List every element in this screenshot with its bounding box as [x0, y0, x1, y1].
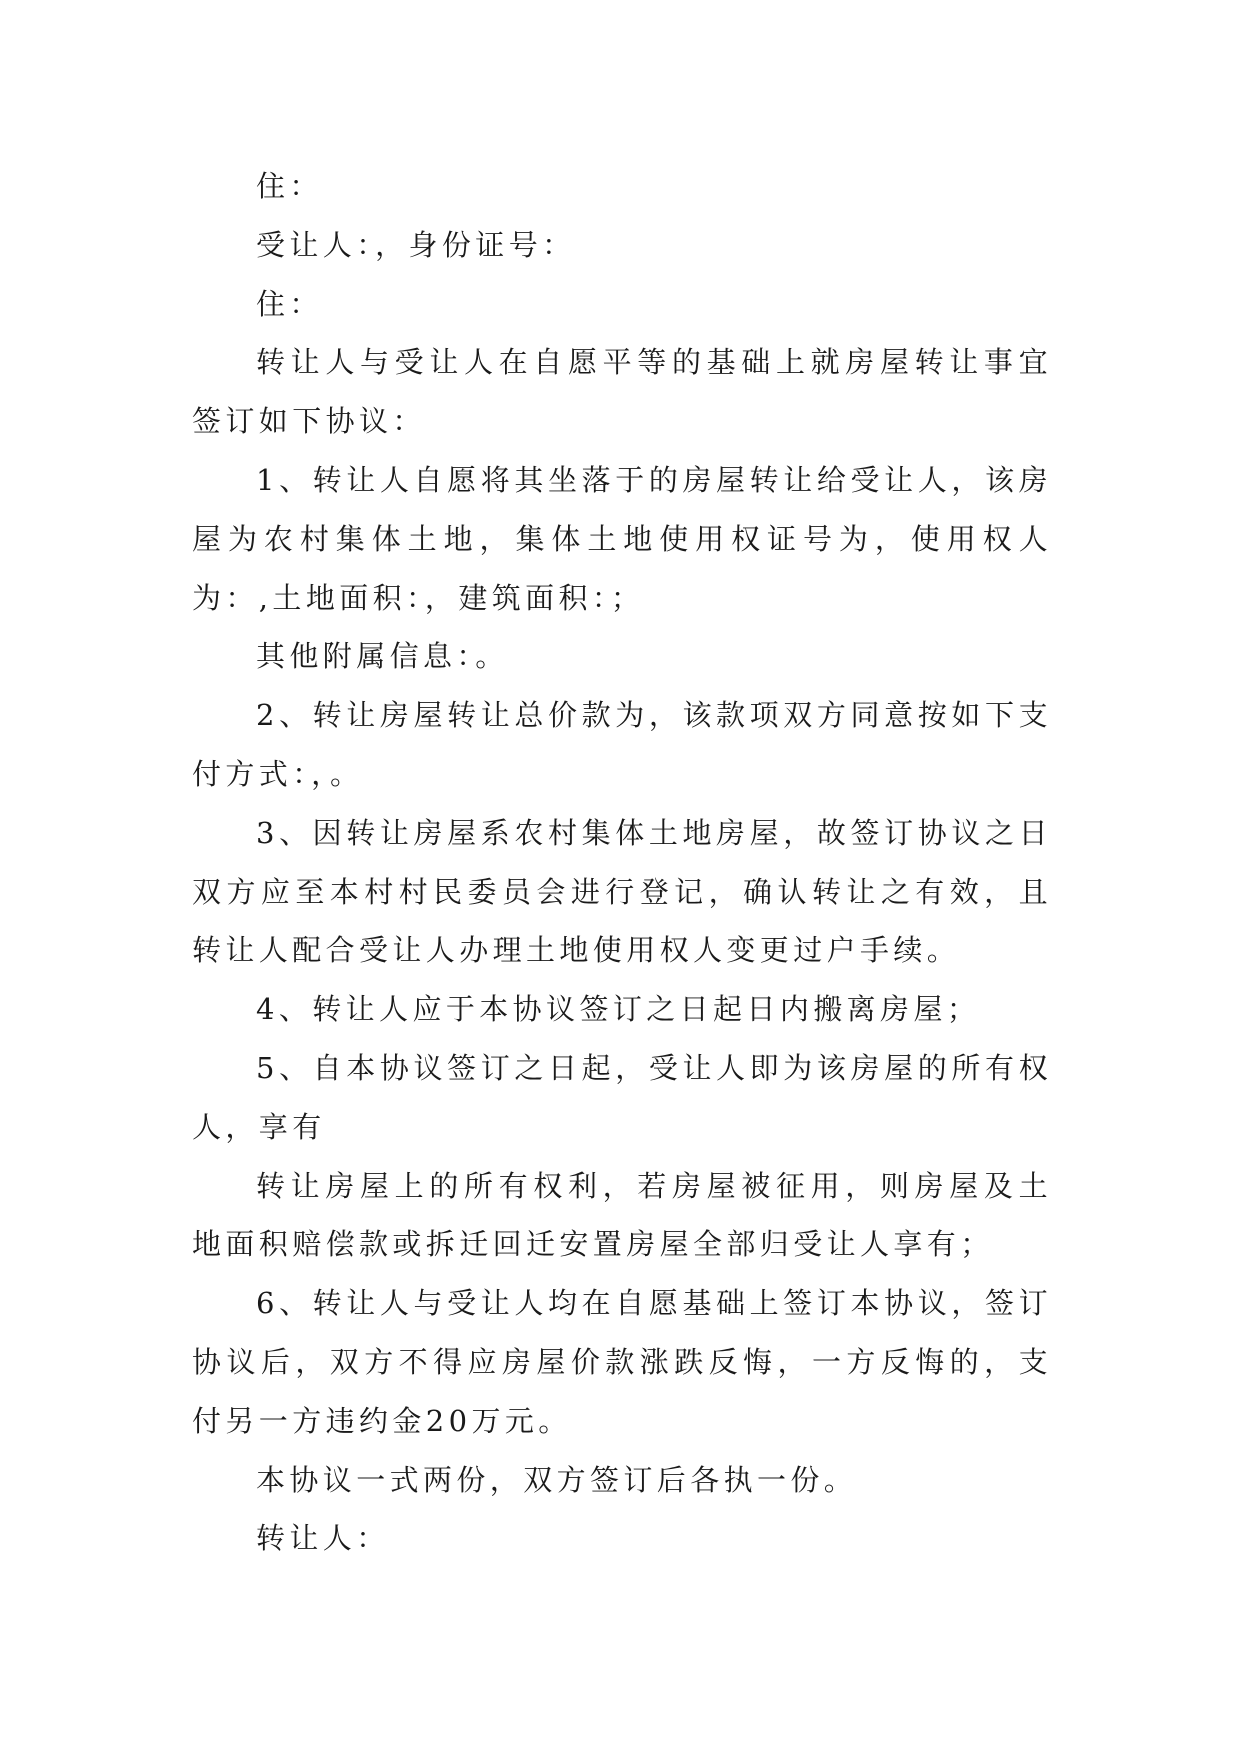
clause-2-paragraph: 2、转让房屋转让总价款为，该款项双方同意按如下支付方式：，。 — [192, 698, 1052, 791]
copies-paragraph: 本协议一式两份，双方签订后各执一份。 — [256, 1462, 858, 1497]
transferee-address-line: 住： — [256, 286, 323, 321]
clause-5-continuation-paragraph: 转让房屋上的所有权利，若房屋被征用，则房屋及土地面积赔偿款或拆迁回迁安置房屋全部归受让人享有； — [192, 1168, 1052, 1262]
clause-3-paragraph: 3、因转让房屋系农村集体土地房屋，故签订协议之日双方应至本村村民委员会进行登记，确认转让之有效，且转让人配合受让人办理土地使用权人变更过户手续。 — [192, 815, 1052, 968]
document-body — [192, 157, 1052, 1568]
clause-5-paragraph: 5、自本协议签订之日起，受让人即为该房屋的所有权人，享有 — [192, 1050, 1052, 1144]
transferee-id-line: 受让人：，身份证号： — [256, 227, 576, 262]
clause-1-paragraph: 1、转让人自愿将其坐落于的房屋转让给受让人，该房屋为农村集体土地，集体土地使用权证号为，使用权人为：,土地面积：，建筑面积：； — [192, 462, 1052, 615]
additional-info-paragraph: 其他附属信息：。 — [256, 639, 509, 674]
clause-4-paragraph: 4、转让人应于本协议签订之日起日内搬离房屋； — [256, 992, 981, 1027]
transferor-address-line: 住： — [256, 169, 323, 203]
transferor-signature-line: 转让人： — [256, 1521, 390, 1556]
clause-6-paragraph: 6、转让人与受让人均在自愿基础上签订本协议，签订协议后，双方不得应房屋价款涨跌反悔，一方反悔的，支付另一方违约金20万元。 — [192, 1286, 1052, 1438]
agreement-intro-paragraph: 转让人与受让人在自愿平等的基础上就房屋转让事宜签订如下协议： — [192, 345, 1052, 439]
